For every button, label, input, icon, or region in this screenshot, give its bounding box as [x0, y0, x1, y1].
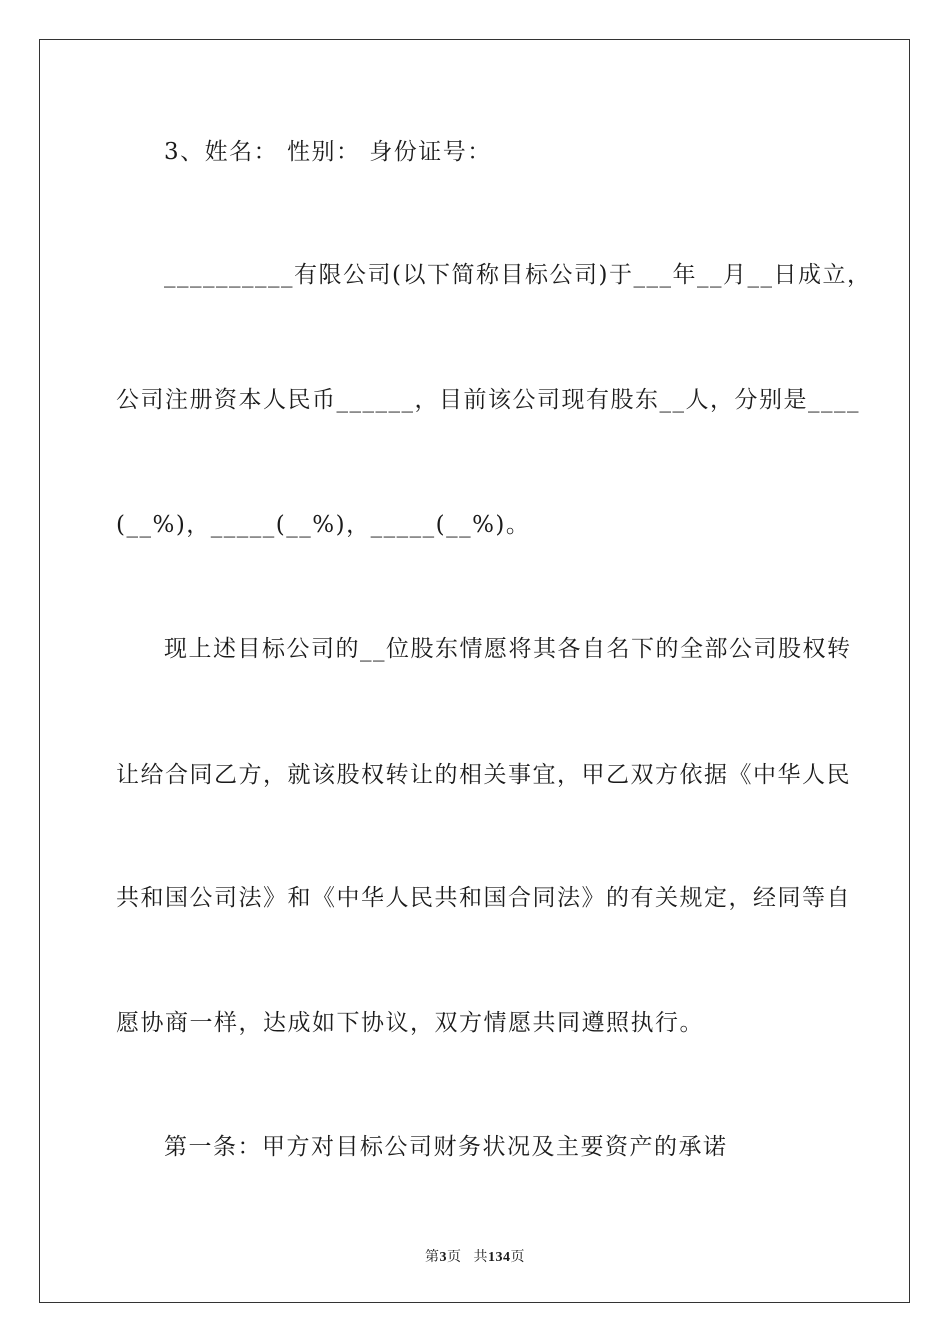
text-line-registered-capital: 公司注册资本人民币______，目前该公司现有股东__人，分别是____: [116, 387, 860, 413]
text-line-legal-basis: 共和国公司法》和《中华人民共和国合同法》的有关规定，经同等自: [116, 885, 851, 911]
footer-current-page: 3: [439, 1250, 447, 1265]
text-line-agreement-reached: 愿协商一样，达成如下协议，双方情愿共同遵照执行。: [116, 1010, 704, 1036]
footer-total-pages: 134: [488, 1250, 511, 1265]
footer-total-prefix: 共: [473, 1250, 488, 1265]
text-line-applicant-info: 3、姓名： 性别： 身份证号：: [164, 139, 492, 165]
footer-total-unit: 页: [510, 1250, 525, 1265]
footer-prefix: 第: [425, 1250, 440, 1265]
article-one-heading: 第一条：甲方对目标公司财务状况及主要资产的承诺: [164, 1134, 728, 1160]
text-line-shareholder-percentages: (__%)，_____(__%)，_____(__%)。: [116, 512, 531, 538]
page-border: [39, 39, 910, 1303]
text-line-share-transfer: 现上述目标公司的__位股东情愿将其各自名下的全部公司股权转: [164, 636, 852, 662]
text-line-transfer-to-party-b: 让给合同乙方，就该股权转让的相关事宜，甲乙双方依据《中华人民: [116, 762, 851, 788]
page-footer: [0, 1246, 950, 1266]
footer-page-unit: 页: [447, 1250, 462, 1265]
text-line-company-established: __________有限公司(以下简称目标公司)于___年__月__日成立，: [164, 262, 872, 288]
